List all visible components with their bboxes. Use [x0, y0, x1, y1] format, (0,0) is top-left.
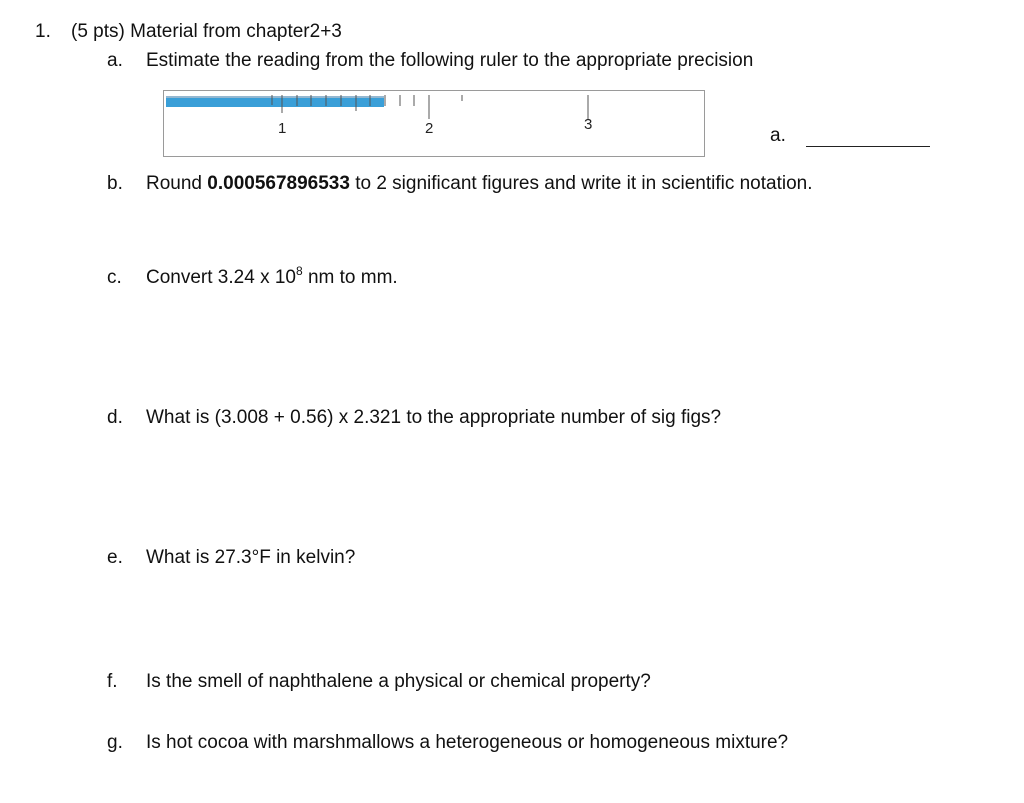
ruler-figure: [163, 90, 705, 157]
part-d-text: What is (3.008 + 0.56) x 2.321 to the appropriate number of sig figs?: [146, 407, 722, 428]
part-e-text: What is 27.3°F in kelvin?: [146, 547, 356, 568]
answer-a-label: a.: [770, 125, 786, 146]
part-b-text-before: Round: [146, 173, 208, 194]
part-a-letter: a.: [107, 50, 123, 71]
part-c-text-before: Convert 3.24 x 10: [146, 267, 296, 288]
question-title: (5 pts) Material from chapter2+3: [71, 21, 342, 42]
ruler-label-2: 2: [425, 120, 434, 137]
answer-a-blank: [806, 146, 930, 147]
part-c-letter: c.: [107, 267, 122, 288]
part-b-number: 0.000567896533: [207, 173, 350, 194]
part-f-letter: f.: [107, 671, 118, 692]
part-b-text: [146, 172, 813, 196]
part-d-letter: d.: [107, 407, 123, 428]
part-c-text-after: nm to mm.: [302, 267, 398, 288]
ruler-drawing: [164, 91, 704, 156]
part-g-text: Is hot cocoa with marshmallows a heterogeneous or homogeneous mixture?: [146, 732, 789, 753]
part-b-letter: b.: [107, 173, 123, 194]
part-g-letter: g.: [107, 732, 123, 753]
part-a-text: Estimate the reading from the following ruler to the appropriate precision: [146, 50, 754, 71]
part-f-text: Is the smell of naphthalene a physical or chemical property?: [146, 671, 651, 692]
part-e-letter: e.: [107, 547, 123, 568]
part-c-exponent: 8: [295, 264, 303, 278]
ruler-label-1: 1: [278, 120, 287, 137]
question-number: 1.: [35, 21, 51, 42]
ruler-measured-bar: [166, 98, 384, 107]
part-b-text-after: to 2 significant figures and write it in scientific notation.: [349, 173, 813, 194]
part-c-text: [146, 266, 398, 290]
ruler-label-3: 3: [584, 116, 593, 133]
